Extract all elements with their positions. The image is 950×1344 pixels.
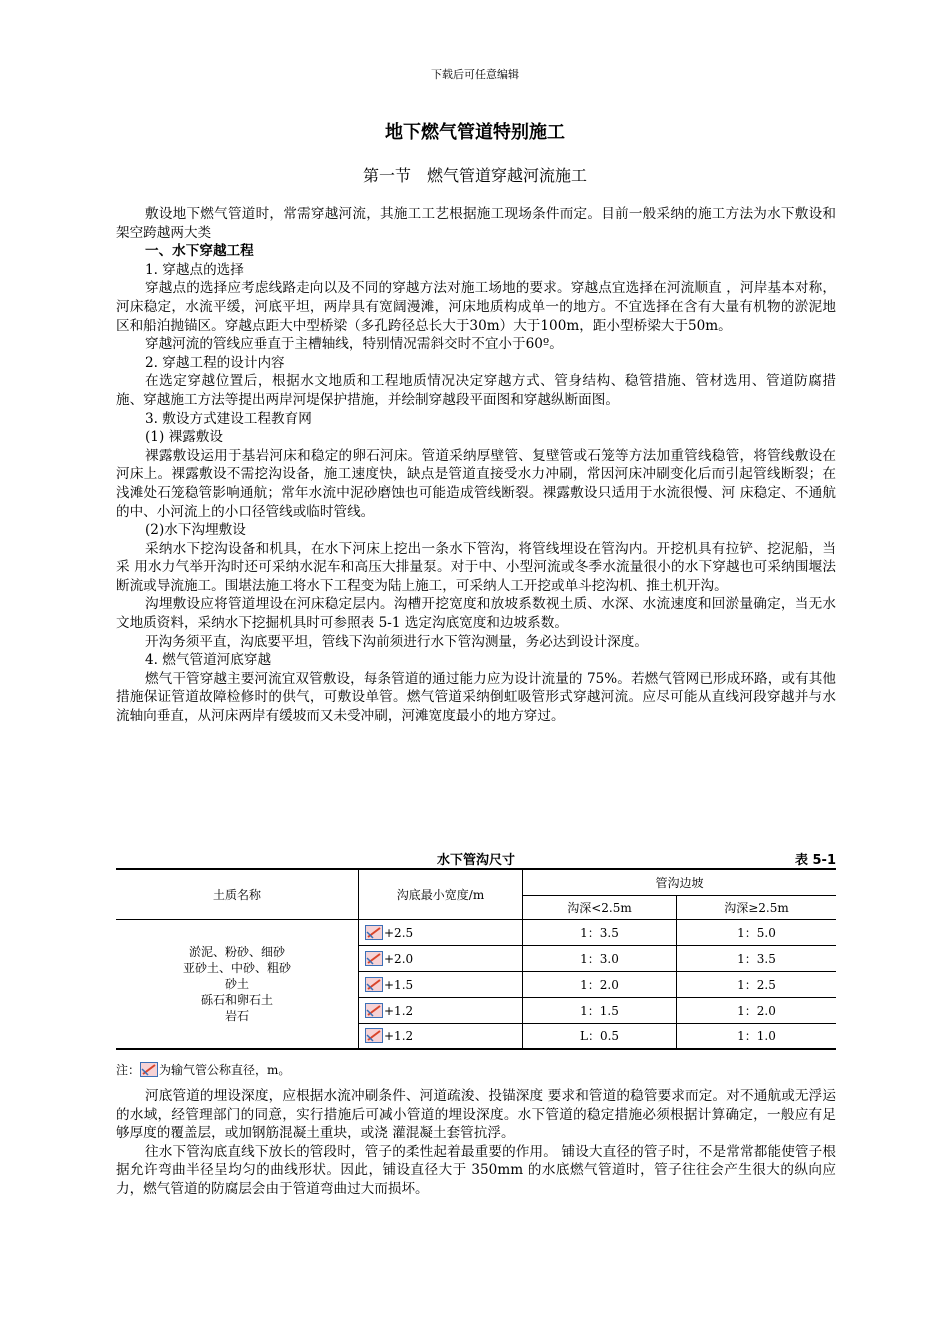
paragraph: 沟埋敷设应将管道埋设在河床稳定层内。沟槽开挖宽度和放坡系数视土质、水深、水流速度和回淤量确定，当无水文地质资料，采纳水下挖掘机具时可参照表 5-1 选定沟底宽度和边坡系数。 [116, 596, 836, 632]
subheading: (1) 裸露敷设 [145, 429, 223, 446]
paragraph: 穿越点的选择应考虑线路走向以及不同的穿越方法对施工场地的要求。穿越点宜选择在河流顺直 ，河岸基本对称，河床稳定，水流平缓，河底平坦，两岸具有宽阔漫滩，河床地质构成单一的地方。不宜选择在含有大量有机物的淤泥地区和船泊抛锚区。穿越点距大中型桥梁（多孔跨径总长大于30m）大于100m，距小型桥梁大于50m。 [116, 280, 836, 334]
subheading: 2. 穿越工程的设计内容 [145, 354, 285, 371]
pipe-diameter-symbol-icon [140, 1062, 158, 1077]
min-width-cell: +1.2 [359, 1023, 523, 1049]
min-width-cell: +2.0 [359, 945, 523, 971]
slope-deep-cell: 1：2.0 [677, 997, 837, 1023]
table-number: 表 5-1 [794, 853, 836, 868]
table-note [116, 1061, 290, 1078]
heading-underwater-crossing: 一、水下穿越工程 [145, 243, 254, 260]
paragraph: 裸露敷设运用于基岩河床和稳定的卵石河床。管道采纳厚壁管、复壁管或石笼等方法加重管线稳管，将管线敷设在河床上。裸露敷设不需挖沟设备，施工速度快，缺点是管道直接受水力冲刷，常因河床冲刷变化后而引起管线断裂；在浅滩处石笼稳管影响通航；常年水流中泥砂磨蚀也可能造成管线断裂。裸露敷设只适用于水流很慢、河 床稳定、不通航的中、小河流上的小口径管线或临时管线。 [116, 447, 836, 520]
slope-deep-cell: 1：2.5 [677, 971, 837, 997]
slope-shallow-cell: 1：3.5 [523, 919, 677, 945]
header-soil: 土质名称 [116, 869, 359, 919]
table-row [116, 919, 836, 945]
pipe-diameter-symbol-icon [365, 925, 383, 940]
pipe-diameter-symbol-icon [365, 1028, 383, 1043]
paragraph: 在选定穿越位置后，根据水文地质和工程地质情况决定穿越方式、管身结构、稳管措施、管材选用、管道防腐措施、穿越施工方法等提出两岸河堤保护措施，并绘制穿越段平面图和穿越纵断面图。 [116, 373, 836, 408]
min-width-cell: +1.2 [359, 997, 523, 1023]
paragraph: 穿越河流的管线应垂直于主槽轴线，特别情况需斜交时不宜小于60º。 [145, 336, 563, 353]
pipe-diameter-symbol-icon [365, 1003, 383, 1018]
body-text-continued [116, 1087, 836, 1199]
paragraph: 采纳水下挖沟设备和机具，在水下河床上挖出一条水下管沟，将管线埋设在管沟内。开挖机具有拉铲、挖泥船，当采 用水力气举开沟时还可采纳水泥车和高压大排量泵。对于中、小型河流或冬季水流量很小的水下穿越也可采纳围堰法断流或导流施工。围堪法施工将水下工程变为陆上施工，可采纳人工开挖或单斗挖沟机、推土机开沟。 [116, 540, 836, 594]
pipe-diameter-symbol-icon [365, 977, 383, 992]
min-width-cell: +1.5 [359, 971, 523, 997]
slope-shallow-cell: 1：2.0 [523, 971, 677, 997]
subheading: (2)水下沟埋敷设 [145, 522, 246, 539]
soil-name: 淤泥、粉砂、细砂 [188, 944, 285, 959]
paragraph: 燃气干管穿越主要河流宜双管敷设，每条管道的通过能力应为设计流量的 75%。若燃气管网已形成环路，或有其他 措施保证管道故障检修时的供气，可敷设单管。燃气管道采纳倒虹吸管形式穿越河流。应尽可能从直线河段穿越并与水流轴向垂直，从河床两岸有缓坡而又未受冲刷，河滩宽度最小的地方穿过。 [116, 670, 836, 725]
slope-shallow-cell: L：0.5 [523, 1023, 677, 1049]
paragraph: 往水下管沟底直线下放长的管段时，管子的柔性起着最重要的作用。 铺设大直径的管子时，不是常常都能使管子根据允许弯曲半径呈均匀的曲线形状。因此，铺设直径大于 350mm 的水底燃气管道时，管子往往会产生很大的纵向应力，燃气管道的防腐层会由于管道弯曲过大而损坏。 [116, 1143, 836, 1197]
soil-name: 砾石和卵石土 [200, 992, 273, 1007]
subheading: 3. 敷设方式建设工程教育网 [145, 410, 312, 427]
header-slope: 管沟边坡 [523, 869, 837, 895]
slope-shallow-cell: 1：1.5 [523, 997, 677, 1023]
paragraph: 河底管道的埋设深度，应根据水流冲刷条件、河道疏浚、投锚深度 要求和管道的稳管要求而定。对不通航或无浮运的水域，经管理部门的同意，实行措施后可减小管道的埋设深度。水下管道的稳定措施必须根据计算确定，一般应有足够厚度的覆盖层，或加钢筋混凝土重块，或浇 灌混凝土套管抗浮。 [116, 1088, 836, 1142]
soil-name: 亚砂土、中砂、粗砂 [182, 960, 291, 975]
header-depth-shallow: 沟深<2.5m [523, 895, 677, 919]
subheading: 1. 穿越点的选择 [145, 261, 244, 278]
slope-deep-cell: 1：5.0 [677, 919, 837, 945]
slope-deep-cell: 1：1.0 [677, 1023, 837, 1049]
soil-names-cell [116, 919, 359, 1049]
table-title: 水下管沟尺寸 [436, 853, 515, 868]
slope-shallow-cell: 1：3.0 [523, 945, 677, 971]
paragraph: 开沟务须平直，沟底要平坦，管线下沟前须进行水下管沟测量，务必达到设计深度。 [145, 633, 648, 650]
min-width-cell: +2.5 [359, 919, 523, 945]
body-text [116, 205, 836, 726]
header-min-width: 沟底最小宽度/m [359, 869, 523, 919]
soil-name: 砂土 [224, 976, 249, 991]
header-depth-deep: 沟深≥2.5m [677, 895, 837, 919]
slope-deep-cell: 1：3.5 [677, 945, 837, 971]
paragraph: 敷设地下燃气管道时，常需穿越河流，其施工工艺根据施工现场条件而定。目前一般采纳的施工方法为水下敷设和架空跨越两大类 [116, 206, 836, 241]
section-title: 第一节 燃气管道穿越河流施工 [362, 166, 587, 185]
header-note: 下载后可任意编辑 [431, 68, 519, 81]
soil-name: 岩石 [224, 1008, 249, 1023]
note-prefix: 注： [116, 1063, 141, 1077]
note-text: 为输气管公称直径，m。 [159, 1063, 291, 1077]
pipe-diameter-symbol-icon [365, 951, 383, 966]
trench-size-table [116, 868, 836, 1050]
subheading: 4. 燃气管道河底穿越 [145, 652, 272, 669]
page-title: 地下燃气管道特别施工 [385, 122, 565, 143]
table-caption [116, 849, 836, 869]
